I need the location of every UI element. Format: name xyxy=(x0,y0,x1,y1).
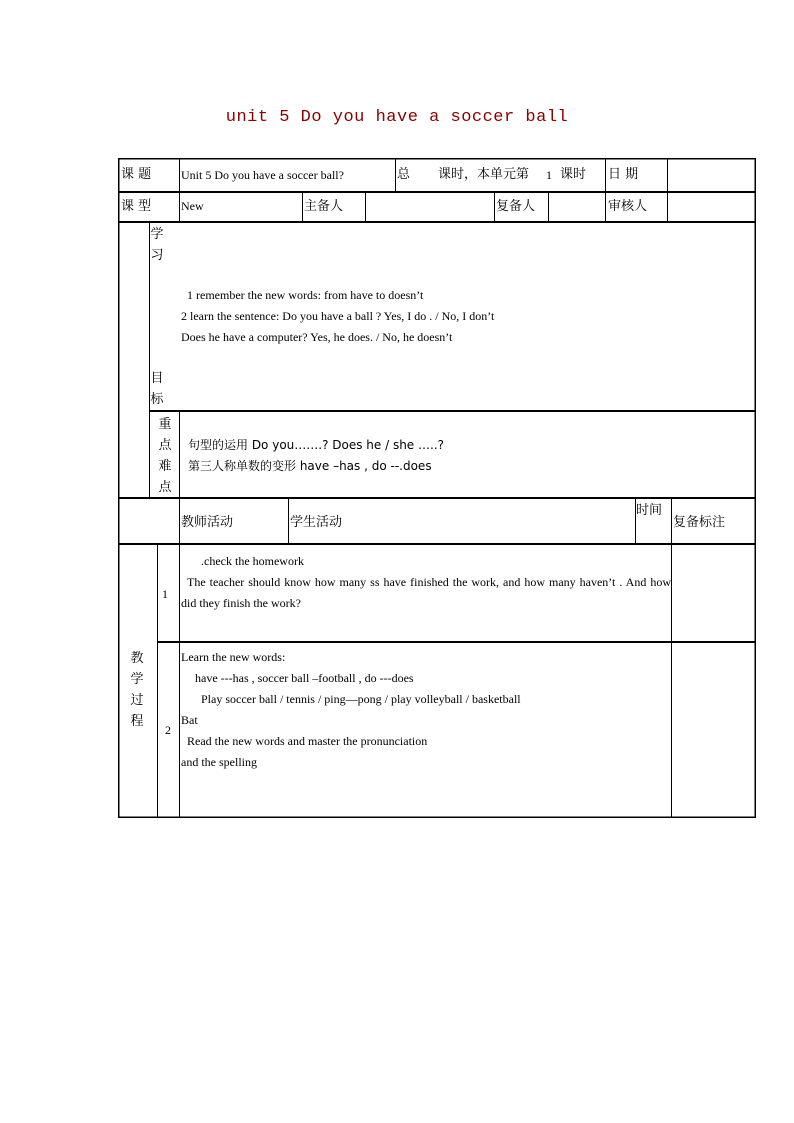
time-header: 时间 xyxy=(636,503,663,518)
step-1-line-1: .check the homework xyxy=(201,554,304,568)
objectives-label-bottom: 目 标 xyxy=(150,371,164,407)
co-preparer-value[interactable] xyxy=(550,194,604,220)
lesson-unit: 课时 xyxy=(560,167,587,182)
step-2-line-4: Bat xyxy=(181,713,198,727)
reviewer-label: 审核人 xyxy=(608,199,648,214)
total-hours-label: 总 xyxy=(397,167,411,182)
preparer-value[interactable] xyxy=(367,194,493,220)
objective-line-2: 2 learn the sentence: Do you have a ball ? Yes, I do . / No, I don’t xyxy=(181,309,495,323)
step-2-line-2: have ---has , soccer ball –football , do ---does xyxy=(195,671,414,685)
step-2-line-5: Read the new words and master the pronunciation xyxy=(187,734,428,748)
student-activity-header: 学生活动 xyxy=(290,515,343,530)
objectives-content xyxy=(181,285,751,348)
step-2-line-3: Play soccer ball / tennis / ping—pong / play volleyball / basketball xyxy=(201,692,521,706)
preparer-label: 主备人 xyxy=(304,199,344,214)
objective-line-3: Does he have a computer? Yes, he does. / No, he doesn’t xyxy=(181,330,453,344)
document-title: unit 5 Do you have a soccer ball xyxy=(225,108,569,127)
key-point-line-1: 句型的运用 Do you…….? Does he / she …..? xyxy=(188,438,445,452)
reviewer-value[interactable] xyxy=(669,194,753,220)
hours-text: 课时，本单元第 xyxy=(438,167,530,182)
objectives-label-top: 学 习 xyxy=(150,227,164,263)
type-value: New xyxy=(181,199,204,213)
type-label: 课 型 xyxy=(121,199,152,214)
step-2-line-6: and the spelling xyxy=(181,755,257,769)
topic-value: Unit 5 Do you have a soccer ball? xyxy=(181,168,344,182)
step-1-content xyxy=(181,551,671,614)
topic-label: 课 题 xyxy=(121,167,152,182)
step-2-content xyxy=(181,647,671,773)
process-label: 教 学 过 程 xyxy=(130,651,144,729)
step-2-line-1: Learn the new words: xyxy=(181,650,286,664)
notes-header: 复备标注 xyxy=(673,515,726,530)
step-number-2: 2 xyxy=(165,723,171,737)
lesson-number: 1 xyxy=(546,168,552,182)
step-number-1: 1 xyxy=(162,587,168,601)
teacher-activity-header: 教师活动 xyxy=(181,515,234,530)
objective-line-1: 1 remember the new words: from have to doesn’t xyxy=(187,288,424,302)
step-1-line-2: The teacher should know how many ss have finished the work, and how many haven’t . And how did they finish the work? xyxy=(181,575,671,610)
co-preparer-label: 复备人 xyxy=(496,199,536,214)
key-point-line-2: 第三人称单数的变形 have –has , do --.does xyxy=(188,459,432,473)
key-points-content xyxy=(188,435,748,477)
step-2-notes[interactable] xyxy=(673,644,754,816)
key-points-label: 重 点 难 点 xyxy=(158,417,172,495)
step-1-notes[interactable] xyxy=(673,546,754,640)
lesson-plan-table xyxy=(118,158,756,818)
date-value[interactable] xyxy=(669,160,753,190)
date-label: 日 期 xyxy=(608,167,639,182)
